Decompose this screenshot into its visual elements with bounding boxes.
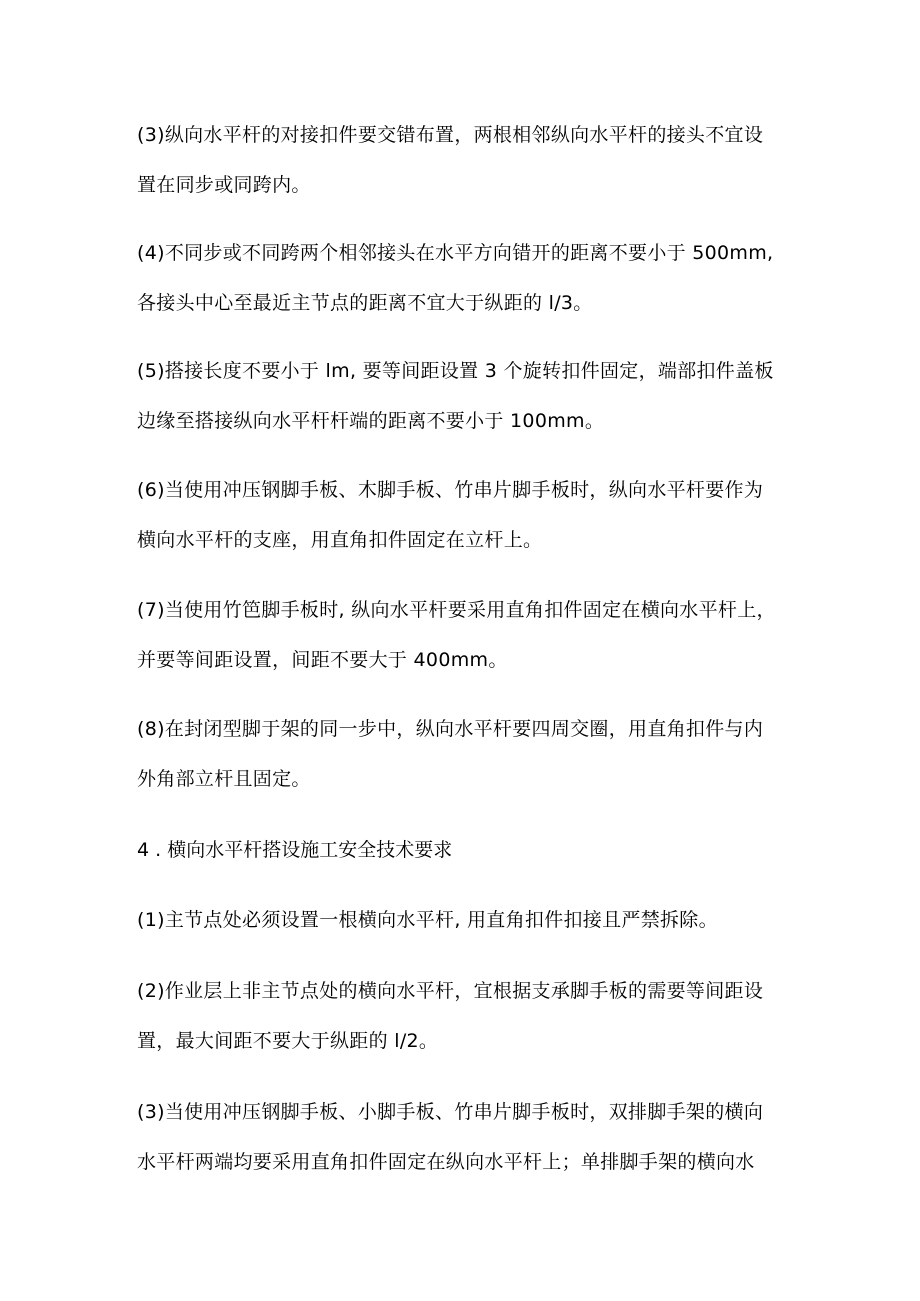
paragraph-3 bbox=[137, 110, 797, 210]
text-line: 外角部立杆且固定。 bbox=[137, 768, 311, 790]
text-line: 各接头中心至最近主节点的距离不宜大于纵距的 l/3。 bbox=[137, 292, 593, 314]
text-line: (5)搭接长度不要小于 lm, 要等间距设置 3 个旋转扣件固定，端部扣件盖板 bbox=[137, 360, 774, 382]
section-heading: 4 . 横向水平杆搭设施工安全技术要求 bbox=[137, 839, 453, 861]
paragraph-5 bbox=[137, 346, 797, 446]
text-line: (3)纵向水平杆的对接扣件要交错布置，两根相邻纵向水平杆的接头不宜设 bbox=[137, 124, 764, 146]
text-line: 水平杆两端均要采用直角扣件固定在纵向水平杆上；单排脚手架的横向水 bbox=[137, 1151, 755, 1173]
text-line: (6)当使用冲压钢脚手板、木脚手板、竹串片脚手板时，纵向水平杆要作为 bbox=[137, 479, 764, 501]
paragraph-7 bbox=[137, 585, 797, 685]
paragraph-b1 bbox=[137, 895, 797, 945]
text-line: (3)当使用冲压钢脚手板、小脚手板、竹串片脚手板时，双排脚手架的横向 bbox=[137, 1101, 764, 1123]
text-line: 边缘至搭接纵向水平杆杆端的距离不要小于 100mm。 bbox=[137, 410, 605, 432]
text-line: (8)在封闭型脚于架的同一步中，纵向水平杆要四周交圈，用直角扣件与内 bbox=[137, 718, 764, 740]
paragraph-8 bbox=[137, 704, 797, 804]
text-line: 横向水平杆的支座，用直角扣件固定在立杆上。 bbox=[137, 529, 543, 551]
paragraph-b2 bbox=[137, 966, 797, 1066]
text-line: 置在同步或同跨内。 bbox=[137, 174, 311, 196]
text-line: (1)主节点处必须设置一根横向水平杆, 用直角扣件扣接且严禁拆除。 bbox=[137, 909, 718, 931]
text-line: (2)作业层上非主节点处的横向水平杆，宜根据支承脚手板的需要等间距设 bbox=[137, 980, 764, 1002]
paragraph-6 bbox=[137, 465, 797, 565]
text-line: (7)当使用竹笆脚手板时, 纵向水平杆要采用直角扣件固定在横向水平杆上， bbox=[137, 599, 776, 621]
text-line: (4)不同步或不同跨两个相邻接头在水平方向错开的距离不要小于 500mm, bbox=[137, 242, 774, 264]
text-line: 并要等间距设置，间距不要大于 400mm。 bbox=[137, 649, 508, 671]
text-line: 置，最大间距不要大于纵距的 l/2。 bbox=[137, 1030, 439, 1052]
paragraph-b3 bbox=[137, 1087, 797, 1187]
paragraph-4 bbox=[137, 228, 797, 328]
